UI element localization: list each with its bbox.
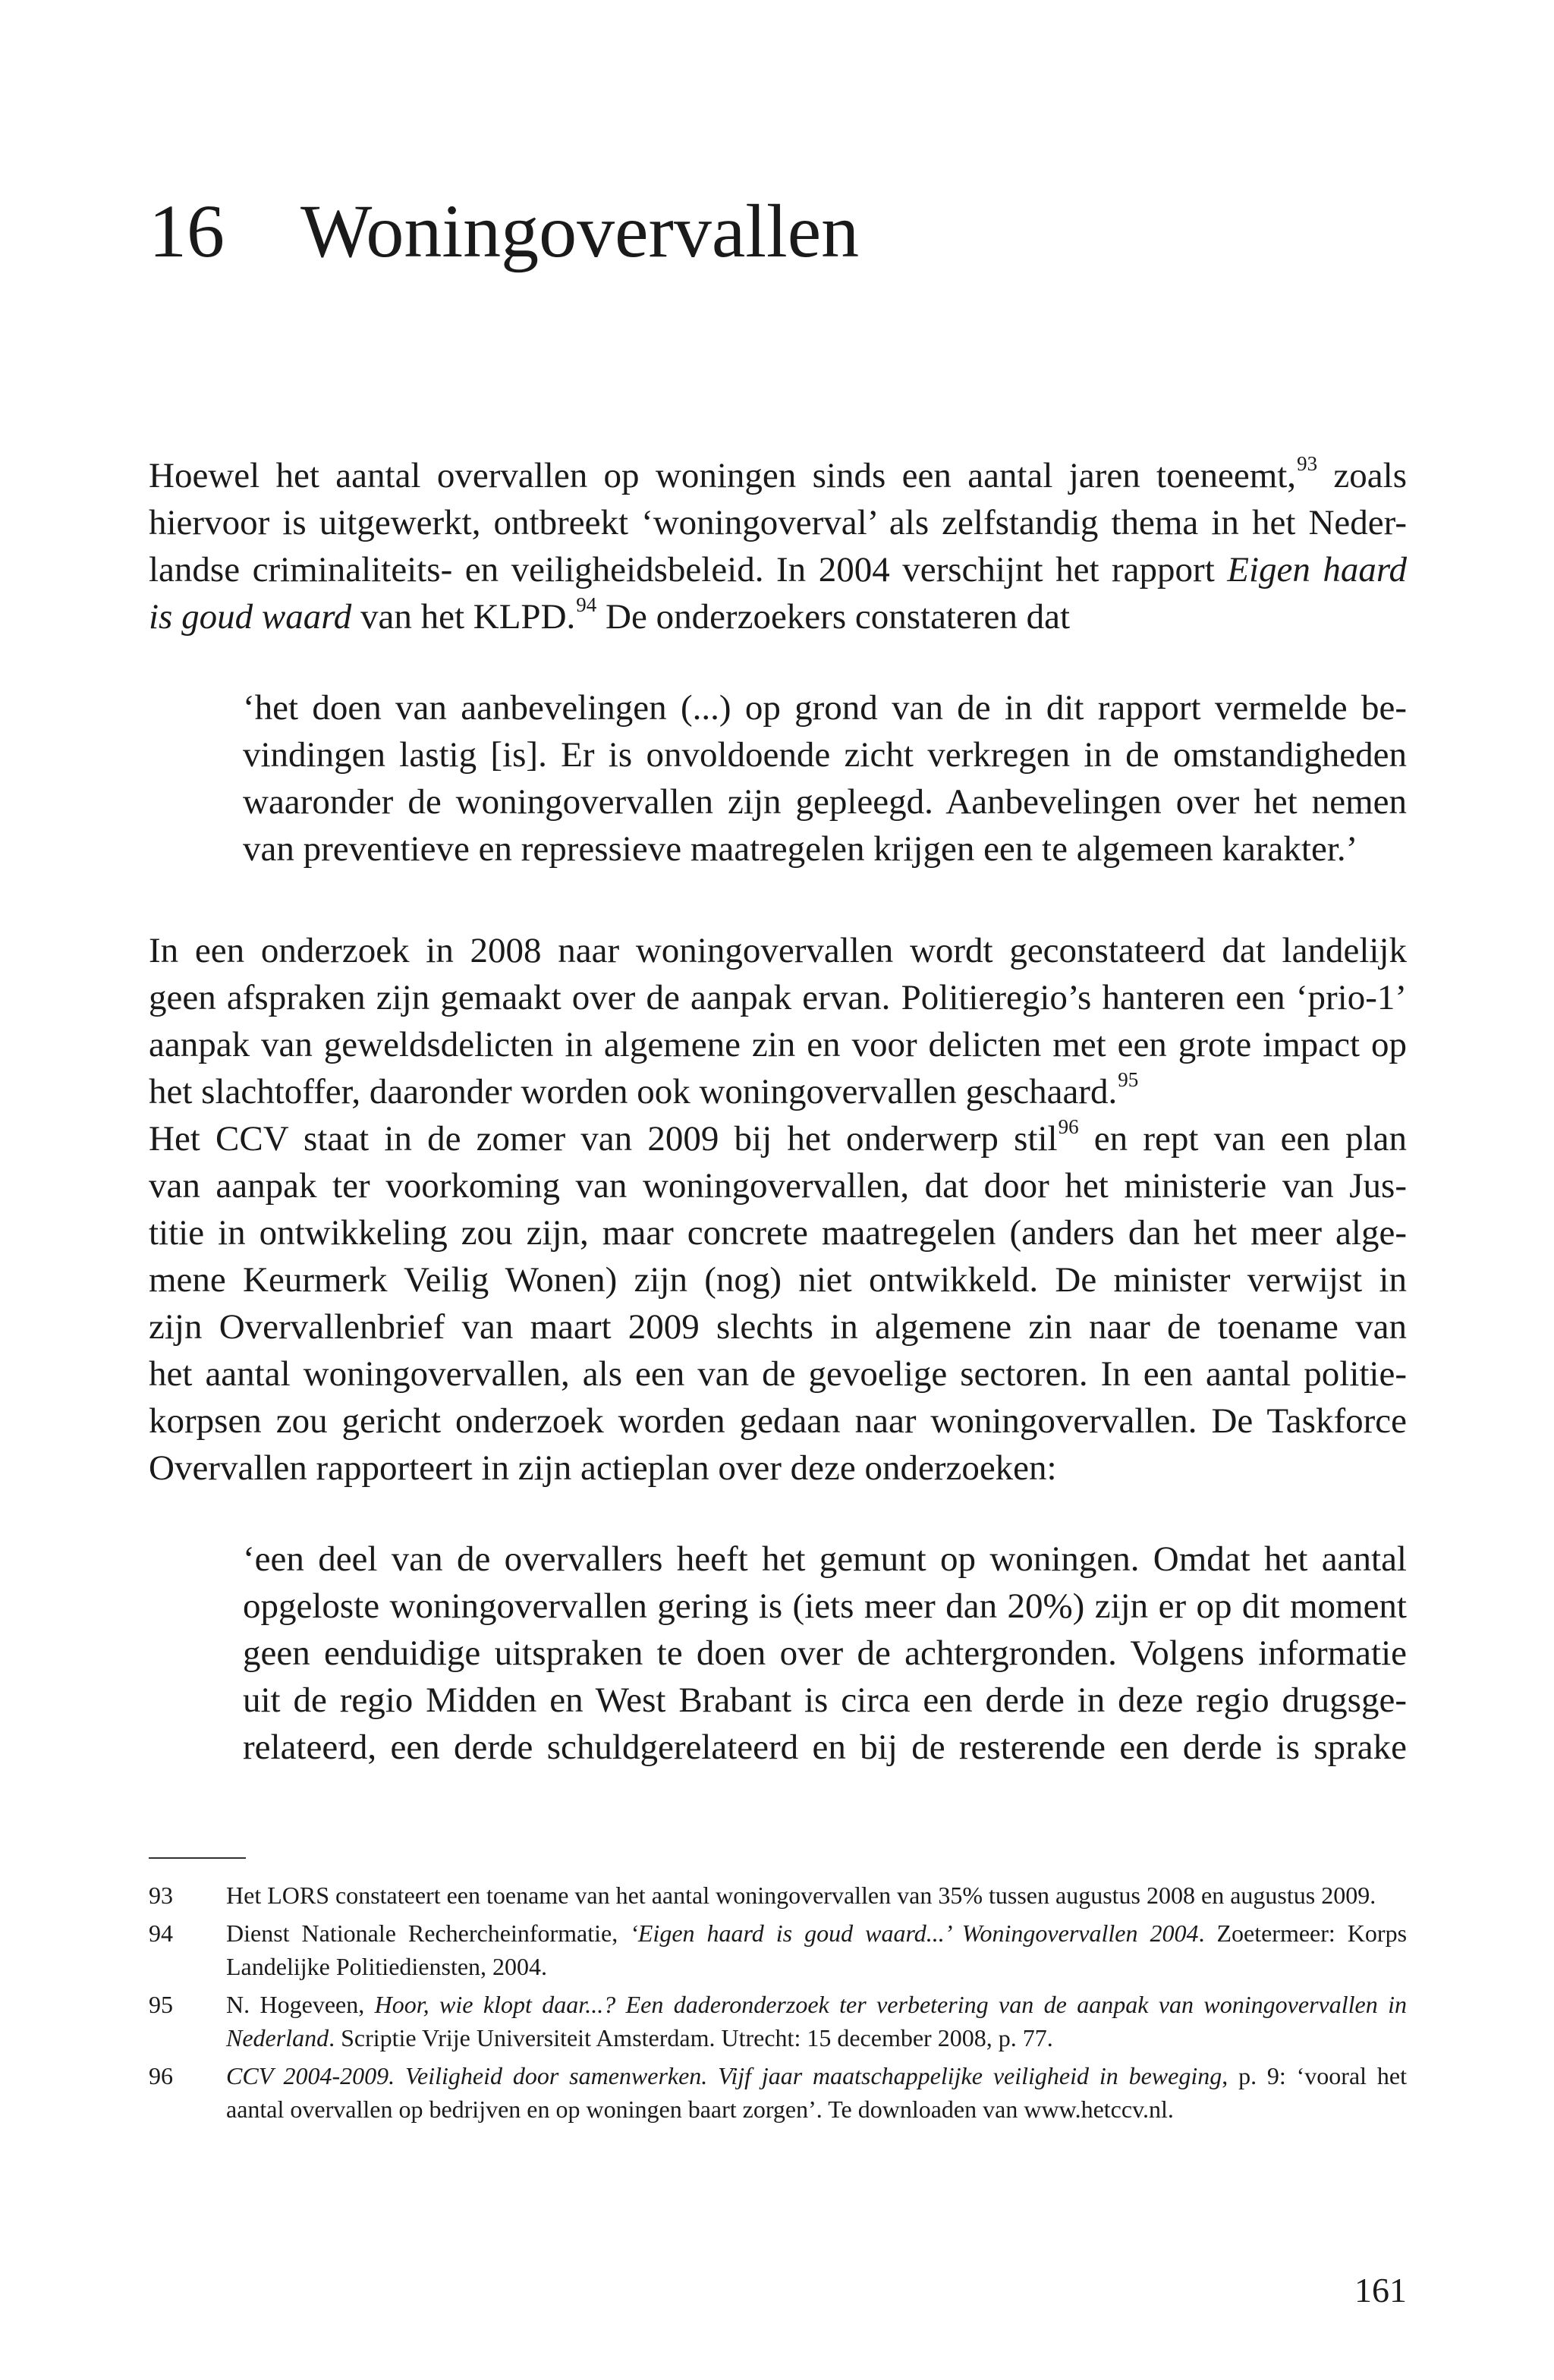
chapter-title: Woningovervallen [300,189,860,273]
footnote-94 [149,1916,1407,1983]
paragraph-line: mene Keurmerk Veilig Wonen) zijn (nog) niet ontwikkeld. De minister verwijst in [149,1260,1407,1300]
footnote-text [226,1916,1407,1983]
paragraph-line: van aanpak ter voorkoming van woningovervallen, dat door het ministerie van Jus- [149,1166,1407,1206]
footnote-number: 93 [149,1882,173,1909]
quote-line: ‘het doen van aanbevelingen (...) op grond van de in dit rapport vermelde be- [243,688,1407,728]
cited-title: CCV 2004-2009. Veiligheid door samenwerken. Vijf jaar maatschappelijke veiligheid in beweging [226,2062,1222,2089]
paragraph-line [149,452,1407,499]
paragraph-line: aanpak van geweldsdelicten in algemene zin en voor delicten met een grote impact op [149,1025,1407,1064]
paragraph-line: titie in ontwikkeling zou zijn, maar concrete maatregelen (anders dan het meer alge- [149,1213,1407,1253]
text-run: het slachtoffer, daaronder worden ook woningovervallen geschaard. [149,1072,1118,1111]
text-run: en rept van een plan [1078,1119,1407,1159]
paragraph-line: hiervoor is uitgewerkt, ontbreekt ‘woningoverval’ als zelfstandig thema in het Neder- [149,503,1407,542]
footnote-number: 95 [149,1991,173,2018]
paragraph-line: het aantal woningovervallen, als een van de gevoelige sectoren. In een aantal politie- [149,1354,1407,1394]
text-run: van het KLPD. [351,597,576,637]
block-quote-1 [243,684,1407,872]
quote-line: geen eenduidige uitspraken te doen over de achtergronden. Volgens informatie [243,1633,1407,1673]
text-run: Dienst Nationale Rechercheinformatie, [226,1919,631,1947]
footnote-96 [149,2059,1407,2126]
quote-line: waaronder de woningovervallen zijn gepleegd. Aanbevelingen over het nemen [243,782,1407,822]
paragraph-line [149,546,1407,593]
paragraph-line: korpsen zou gericht onderzoek worden gedaan naar woningovervallen. De Taskforce [149,1401,1407,1441]
quote-line: vindingen lastig [is]. Er is onvoldoende zicht verkregen in de omstandigheden [243,735,1407,775]
paragraph-line: Overvallen rapporteert in zijn actieplan over deze onderzoeken: [149,1448,1057,1488]
paragraph-line [149,593,1407,640]
quote-line: uit de regio Midden en West Brabant is circa een derde in deze regio drugsge- [243,1680,1407,1720]
footnote-number: 96 [149,2062,173,2089]
block-quote-2 [243,1536,1407,1771]
cited-title: Hoor, wie klopt daar...? Een daderonderzoek ter verbetering van de aanpak van woningovervallen in Nederland [226,1991,1408,2051]
footnote-text [226,1988,1407,2055]
paragraph-line: geen afspraken zijn gemaakt over de aanpak ervan. Politieregio’s hanteren een ‘prio-1’ [149,978,1407,1017]
report-title: Eigen haard [1227,550,1407,589]
paragraph-2 [149,927,1407,1492]
quote-line: relateerd, een derde schuldgerelateerd en bij de resterende een derde is sprake [243,1728,1407,1767]
quote-line: ‘een deel van de overvallers heeft het gemunt op woningen. Omdat het aantal [243,1539,1407,1579]
footnote-text [226,2059,1407,2126]
footnote-ref-93[interactable]: 93 [1297,452,1318,475]
paragraph-line [149,1068,1407,1115]
text-run: Het CCV staat in de zomer van 2009 bij het onderwerp stil [149,1119,1058,1159]
paragraph-1 [149,452,1407,640]
cited-title: ‘Eigen haard is goud waard...’ Woningovervallen 2004 [630,1919,1199,1947]
quote-line: opgeloste woningovervallen gering is (iets meer dan 20%) zijn er op dit moment [243,1586,1407,1626]
footnote-text: Het LORS constateert een toename van het aantal woningovervallen van 35% tussen augustus 2008 en augustus 2009. [226,1882,1376,1909]
paragraph-line [149,1115,1407,1162]
text-run: . Scriptie Vrije Universiteit Amsterdam. Utrecht: 15 december 2008, p. 77. [329,2024,1053,2051]
paragraph-line: In een onderzoek in 2008 naar woningovervallen wordt geconstateerd dat landelijk [149,931,1407,970]
report-title: is goud waard [149,597,352,637]
text-run: . Zoetermeer: Korps Landelijke Politiediensten, 2004. [226,1919,1408,1980]
footnote-ref-96[interactable]: 96 [1058,1115,1079,1138]
text-run: De onderzoekers constateren dat [596,597,1071,637]
footnote-93 [149,1879,1407,1912]
paragraph-line: zijn Overvallenbrief van maart 2009 slechts in algemene zin naar de toename van [149,1307,1407,1347]
quote-line: van preventieve en repressieve maatregelen krijgen een te algemeen karakter.’ [243,829,1358,869]
footnote-divider [149,1857,246,1859]
chapter-heading [149,190,859,273]
text-run: landse criminaliteits- en veiligheidsbeleid. In 2004 verschijnt het rapport [149,550,1228,589]
footnote-95 [149,1988,1407,2055]
text-run: , p. 9: ‘vooral het aantal overvallen op bedrijven en op woningen baart zorgen’. Te downloaden van www.hetccv.nl. [226,2062,1408,2123]
footnote-number: 94 [149,1919,173,1947]
chapter-number: 16 [149,189,225,273]
text-run: zoals [1317,456,1407,495]
page-number: 161 [1354,2271,1407,2309]
text-run: Hoewel het aantal overvallen op woningen sinds een aantal jaren toeneemt, [149,456,1297,495]
paragraph-3 [149,1115,1407,1492]
text-run: N. Hogeveen, [226,1991,375,2018]
footnote-ref-94[interactable]: 94 [576,593,597,616]
footnote-ref-95[interactable]: 95 [1118,1068,1139,1091]
footnotes [149,1879,1407,2130]
